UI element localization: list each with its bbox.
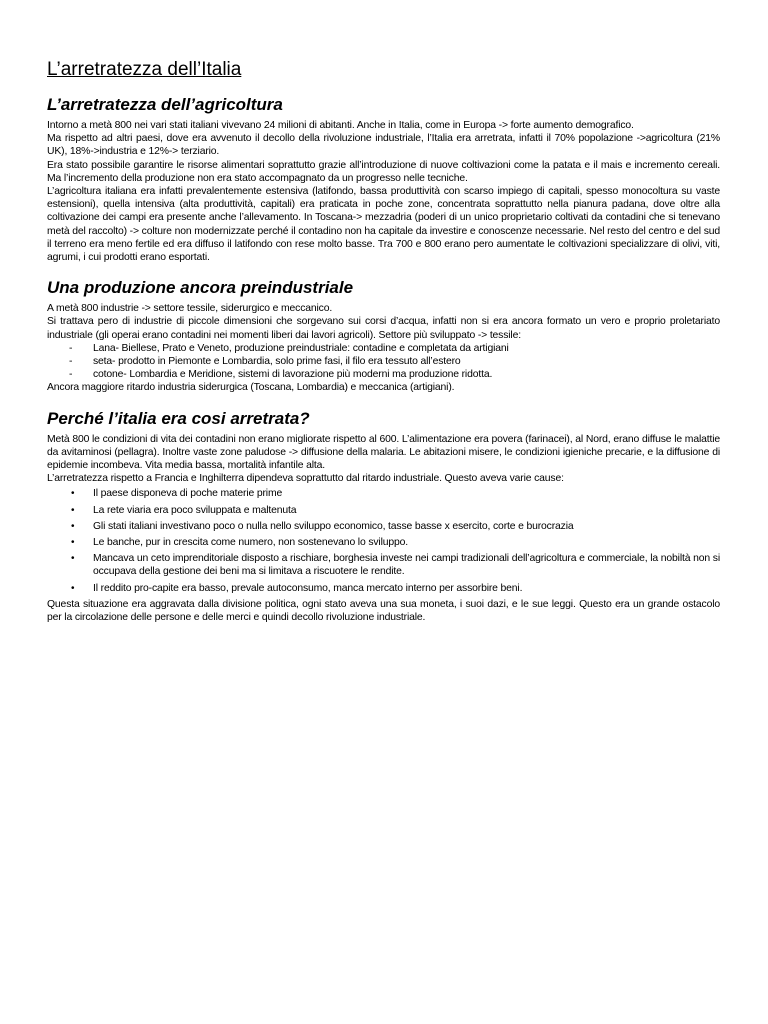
section-arretratezza-cause [47,409,720,625]
list-item [47,582,720,595]
bullet-marker: • [71,520,75,532]
list-item [47,552,720,578]
list-item [47,342,720,355]
dash-list [47,342,720,382]
list-item-text: cotone- Lombardia e Meridione, sistemi di lavorazione più moderni ma produzione ridotta. [93,369,493,381]
paragraph: Si trattava pero di industrie di piccole dimensioni che sorgevano sui corsi d’acqua, infatti non si era ancora formato un vero e proprio proletariato industriale (gli operai erano contadini nei momenti liberi dai lavori agricoli). Settore più sviluppato -> tessile: [47,316,720,341]
paragraph: Metà 800 le condizioni di vita dei contadini non erano migliorate rispetto al 600. L’alimentazione era povera (farinacei), al Nord, erano diffuse le malattie da avitaminosi (pellagra). Inoltre vaste zone paludose -> diffusione della malaria. Le abitazioni misere, le condizioni igieniche precarie, e la diffusione di epidemie incombeva. Vita media bassa, mortalità infantile alta. [47,433,720,472]
list-item [47,487,720,500]
bullet-marker: • [71,488,75,500]
section-heading: Una produzione ancora preindustriale [47,278,354,298]
bullet-list [47,487,720,594]
bullet-marker: • [71,504,75,516]
list-item [47,520,720,533]
list-item-text: Il reddito pro-capite era basso, prevale autoconsumo, manca mercato interno per assorbire beni. [93,582,523,594]
bullet-marker: • [71,553,75,565]
section-produzione [47,278,720,394]
list-item [47,368,720,381]
paragraph: A metà 800 industrie -> settore tessile, siderurgico e meccanico. [47,303,333,315]
list-item-text: seta- prodotto in Piemonte e Lombardia, solo prime fasi, il filo era tessuto all’estero [93,356,461,368]
list-item-text: Il paese disponeva di poche materie prime [93,488,283,500]
paragraph: L’agricoltura italiana era infatti prevalentemente estensiva (latifondo, bassa produttività con scarso impiego di capitali, spesso monocoltura su vaste estensioni), quella intensiva (alta produttività, capitali) era praticata in poche zone, concentrata soprattutto nella pianura padana, dove oltre alla coltivazione dei campi era presente anche l’allevamento. In Toscana-> mezzadria (poderi di un unico proprietario coltivati da contadini che si tenevano metà del raccolto) -> colture non modernizzate perché il contadino non ha capitale da investire e conoscenze necessarie. Nel resto del centro e del sud il terreno era meno fertile ed era diffuso il latifondo con rese molto basse. Tra 700 e 800 erano pero aumentate le coltivazioni specializzare di olivi, viti, agrumi, i cui prodotti erano esportati. [47,186,720,264]
section-heading: Perché l’italia era cosi arretrata? [47,408,310,428]
list-item [47,536,720,549]
list-item [47,355,720,368]
paragraph: L’arretratezza rispetto a Francia e Inghilterra dipendeva soprattutto dal ritardo industriale. Questo aveva varie cause: [47,473,564,485]
list-item-text: La rete viaria era poco sviluppata e maltenuta [93,504,297,516]
paragraph: Ma rispetto ad altri paesi, dove era avvenuto il decollo della rivoluzione industriale, l’Italia era arretrata, infatti il 70% popolazione ->agricoltura (21% UK), 18%->industria e 12%-> terziario. [47,133,720,158]
dash-marker: - [69,342,73,354]
bullet-marker: • [71,537,75,549]
document-title: L’arretratezza dell’Italia [47,59,242,80]
list-item [47,504,720,517]
section-agricoltura [47,95,720,264]
section-heading: L’arretratezza dell’agricoltura [47,95,283,114]
paragraph: Era stato possibile garantire le risorse alimentari soprattutto grazie all’introduzione di nuove coltivazioni come la patata e il mais e incremento cereali. Ma l’incremento della produzione non era stato accompagnato da un progresso nelle tecniche. [47,159,720,184]
bullet-marker: • [71,582,75,594]
dash-marker: - [69,369,73,381]
paragraph: Intorno a metà 800 nei vari stati italiani vivevano 24 milioni di abitanti. Anche in Italia, come in Europa -> forte aumento demografico. [47,120,634,131]
list-item-text: Gli stati italiani investivano poco o nulla nello sviluppo economico, tasse basse x esercito, corte e burocrazia [93,520,574,532]
list-item-text: Lana- Biellese, Prato e Veneto, produzione preindustriale: contadine e completata da artigiani [93,342,509,354]
paragraph: Ancora maggiore ritardo industria siderurgica (Toscana, Lombardia) e meccanica (artigiani). [47,382,455,394]
paragraph: Questa situazione era aggravata dalla divisione politica, ogni stato aveva una sua moneta, i suoi dazi, e le sue leggi. Questo era un grande ostacolo per la circolazione delle persone e delle merci e quindi decollo rivoluzione industriale. [47,598,720,624]
list-item-text: Le banche, pur in crescita come numero, non sostenevano lo sviluppo. [93,537,408,549]
list-item-text: Mancava un ceto imprenditoriale disposto a rischiare, borghesia investe nei campi tradizionali dell’agricoltura e commerciale, la nobiltà non si occupava della gestione dei beni ma si limitava a riscuotere le rendite. [93,553,720,578]
dash-marker: - [69,356,73,368]
